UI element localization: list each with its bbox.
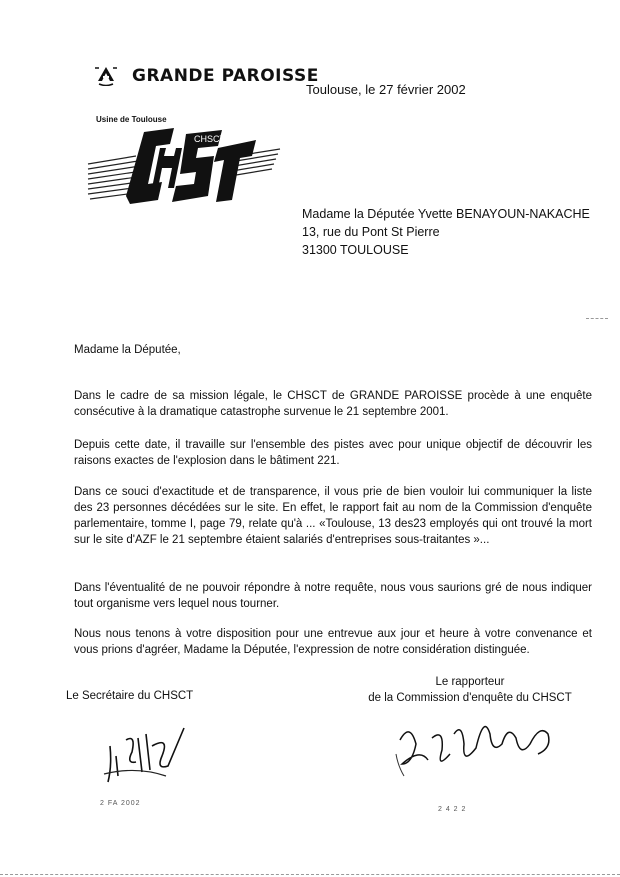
company-logo-icon (94, 66, 118, 86)
right-signature (392, 704, 562, 784)
salutation: Madame la Députée, (74, 344, 181, 356)
paragraph-4: Dans l'éventualité de ne pouvoir répondre à notre requête, nous vous saurions gré de nous indiquer tout organisme vers lequel nous tourner. (74, 582, 592, 610)
recipient-name: Madame la Députée Yvette BENAYOUN-NAKACHE (302, 207, 590, 221)
left-signatory-label: Le Secrétaire du CHSCT (66, 690, 194, 702)
left-stamp: 2 FA 2002 (100, 800, 141, 807)
letter-date: Toulouse, le 27 février 2002 (306, 82, 466, 97)
scan-edge-line (0, 874, 620, 875)
company-name: GRANDE PAROISSE (132, 66, 319, 86)
chsct-logo-text: CHSCT (194, 134, 225, 144)
scan-mark (586, 318, 608, 319)
paragraph-2: Depuis cette date, il travaille sur l'ensemble des pistes avec pour unique objectif de découvrir les raisons exactes de l'explosion dans le bâtiment 221. (74, 439, 592, 467)
left-signature (96, 716, 196, 788)
chsct-logo (86, 126, 282, 212)
paragraph-5: Nous nous tenons à votre disposition pour une entrevue aux jour et heure à votre convenance et vous prions d'agréer, Madame la Députée, l'expression de notre considération distinguée. (74, 628, 592, 656)
recipient-street: 13, rue du Pont St Pierre (302, 225, 440, 239)
paragraph-1: Dans le cadre de sa mission légale, le CHSCT de GRANDE PAROISSE procède à une enquête consécutive à la dramatique catastrophe survenue le 21 septembre 2001. (74, 390, 592, 418)
paragraph-3: Dans ce souci d'exactitude et de transparence, il vous prie de bien vouloir lui communiquer la liste des 23 personnes décédées sur le site. En effet, le rapport fait au nom de la Commission d'enquête parlementaire, tomme I, page 79, relate qu'à ... «Toulouse, 13 des23 employés qui ont trouvé la mort sur le site d'AZF le 21 septembre étaient salariés d'entreprises sous-traitantes »... (74, 486, 592, 546)
plant-name: Usine de Toulouse (96, 115, 167, 124)
right-signatory-label-line2: de la Commission d'enquête du CHSCT (368, 692, 572, 704)
right-signatory-label-line1: Le rapporteur (435, 676, 505, 688)
recipient-city: 31300 TOULOUSE (302, 243, 409, 257)
right-stamp: 2 4 2 2 (438, 806, 467, 813)
